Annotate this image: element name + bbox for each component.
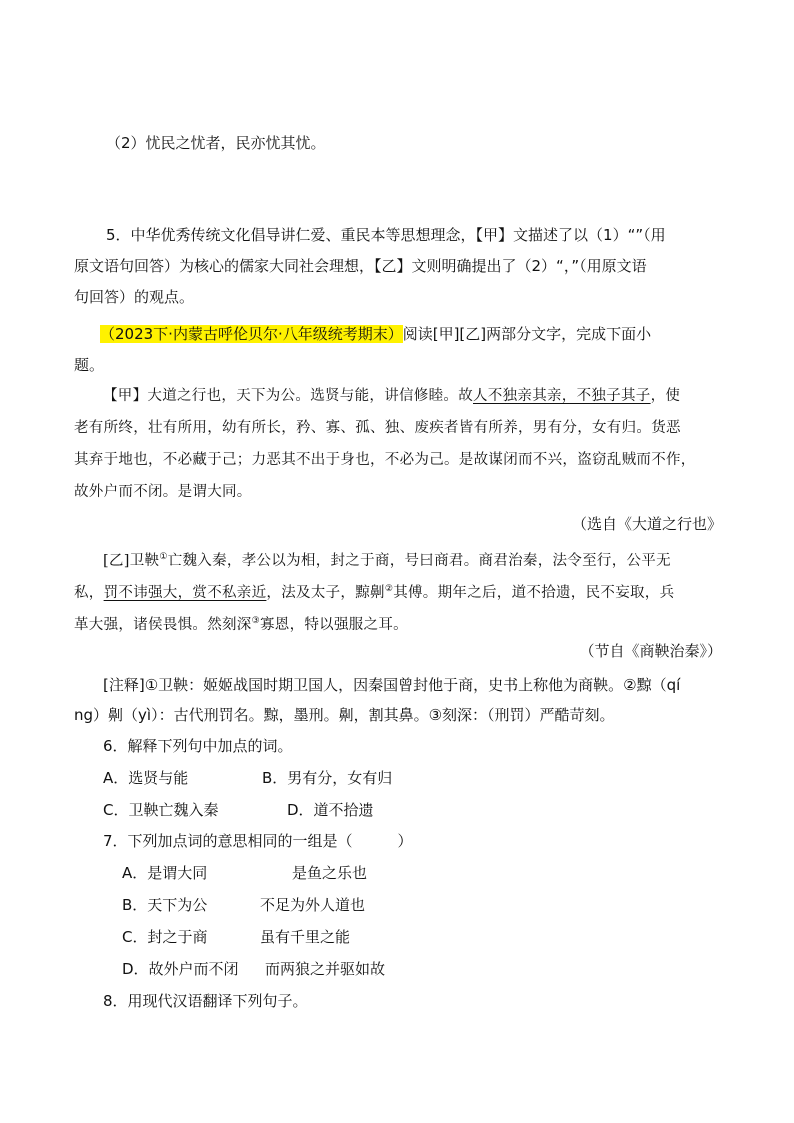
section-intro-text: 阅读[甲][乙]两部分文字，完成下面小 — [402, 325, 652, 343]
jia-line-3: 其弃于地也，不必藏于己；力恶其不出于身也，不必为己。是故谋闭而不兴，盗窃乱贼而不作， — [74, 452, 696, 468]
jia-line-1 — [103, 385, 680, 407]
q4-answer-line: （2）忧民之忧者，民亦忧其忧。 — [106, 134, 326, 152]
jia-line-2: 老有所终，壮有所用，幼有所长，矜、寡、孤、独、废疾者皆有所养，男有分，女有归。货恶 — [74, 420, 681, 436]
section-intro-line — [100, 323, 651, 345]
jia-text: ，使 — [650, 388, 681, 404]
q6-option-a: A．选贤与能 — [103, 769, 189, 787]
q7-option-b-right: 不足为外人道也 — [260, 896, 366, 914]
q7-option-c-left: C．封之于商 — [122, 928, 208, 946]
yi-line-1 — [103, 546, 671, 572]
q7-option-c-right: 虽有千里之能 — [260, 928, 351, 946]
q7-option-b-left: B．天下为公 — [122, 896, 208, 914]
yi-underlined-phrase: 罚不讳强大，赏不私亲近 — [103, 584, 267, 601]
q6-option-d: D．道不拾遗 — [287, 801, 374, 819]
q7-option-d-right: 而两狼之并驱如故 — [265, 960, 386, 978]
yi-text: 其傅。期年之后，道不拾遗，民不妄取，兵 — [393, 584, 675, 601]
q5-line-1: 5．中华优秀传统文化倡导讲仁爱、重民本等思想理念，【甲】文描述了以（1）“”（用 — [106, 226, 666, 244]
jia-line-4: 故外户而不闭。是谓大同。 — [74, 484, 252, 500]
yi-text: 亡魏入秦，孝公以为相，封之于商，号曰商君。商君治秦，法令至行，公平无 — [167, 552, 671, 569]
q7-stem: 7．下列加点词的意思相同的一组是（ ） — [103, 832, 413, 850]
q6-option-b: B．男有分，女有归 — [262, 769, 393, 787]
q7-option-a-left: A．是谓大同 — [122, 864, 208, 882]
q6-stem: 6．解释下列句中加点的词。 — [103, 737, 293, 755]
jia-text: 【甲】大道之行也，天下为公。选贤与能，讲信修睦。故 — [103, 388, 473, 404]
yi-text: 寡恩，特以强服之耳。 — [259, 616, 408, 633]
yi-text: 私， — [74, 584, 104, 601]
yi-line-2 — [74, 578, 674, 604]
yi-line-3 — [74, 610, 408, 636]
notes-line-1: [注释]①卫鞅：姬姬战国时期卫国人，因秦国曾封他于商，史书上称他为商鞅。②黥（qí — [103, 676, 681, 694]
q6-option-c: C．卫鞅亡魏入秦 — [103, 801, 219, 819]
yi-text: ，法及太子，黥劓 — [266, 584, 385, 601]
source-tag: （2023下·内蒙古呼伦贝尔·八年级统考期末） — [100, 325, 403, 343]
jia-underlined-phrase: 人不独亲其亲，不独子其子 — [473, 388, 651, 404]
note-marker: ① — [159, 552, 168, 562]
q7-option-a-right: 是鱼之乐也 — [292, 864, 368, 882]
yi-source: （节自《商鞅治秦》） — [579, 642, 722, 660]
jia-source: （选自《大道之行也》 — [571, 515, 722, 533]
q5-line-2: 原文语句回答）为核心的儒家大同社会理想，【乙】文则明确提出了（2）“，”（用原文语 — [74, 257, 647, 275]
note-marker: ② — [384, 584, 394, 594]
yi-text: 革大强，诸侯畏惧。然刻深 — [74, 616, 252, 633]
yi-text: [乙]卫鞅 — [103, 552, 160, 569]
q7-option-d-left: D．故外户而不闭 — [122, 960, 239, 978]
q8-stem: 8．用现代汉语翻译下列句子。 — [103, 992, 308, 1010]
note-marker: ③ — [251, 616, 260, 626]
section-intro-continued: 题。 — [74, 356, 105, 374]
q5-line-3: 句回答）的观点。 — [74, 288, 195, 306]
notes-line-2: ng）劓（yì）：古代刑罚名。黥，墨刑。劓，割其鼻。③刻深：（刑罚）严酷苛刻。 — [74, 706, 615, 724]
